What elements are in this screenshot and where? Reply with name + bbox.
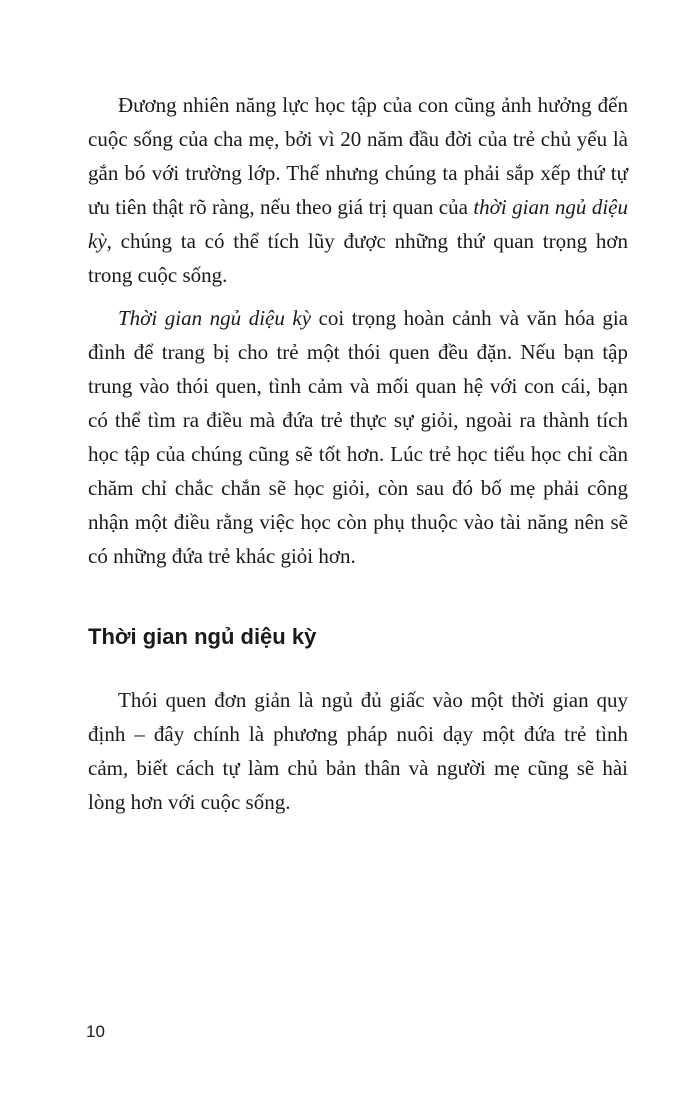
- page-number: 10: [86, 1022, 105, 1041]
- paragraph-2-text: coi trọng hoàn cảnh và văn hóa gia đình để trang bị cho trẻ một thói quen đều đặn. Nếu bạn tập trung vào thói quen, tình cảm và mối quan hệ với con cái, bạn có thể tìm ra điều mà đứa trẻ thực sự giỏi, ngoài ra thành tích học tập của chúng cũng sẽ tốt hơn. Lúc trẻ học tiểu học chỉ cần chăm chỉ chắc chắn sẽ học giỏi, còn sau đó bố mẹ phải công nhận một điều rằng việc học còn phụ thuộc vào tài năng nên sẽ có những đứa trẻ khác giỏi hơn.: [88, 306, 628, 568]
- paragraph-3: [88, 683, 628, 819]
- paragraph-2: [88, 301, 628, 573]
- section-heading: Thời gian ngủ diệu kỳ: [88, 624, 317, 649]
- paragraph-2-italic-phrase: Thời gian ngủ diệu kỳ: [118, 306, 312, 330]
- paragraph-1-text-a: Đương nhiên năng lực học tập của con cũng ảnh hưởng đến cuộc sống của cha mẹ, bởi vì 20 năm đầu đời của trẻ chủ yếu là gắn bó với trường lớp. Thế nhưng chúng ta phải sắp xếp thứ tự ưu tiên thật rõ ràng, nếu theo giá trị quan của: [88, 93, 628, 219]
- paragraph-1: [88, 88, 628, 292]
- paragraph-1-italic-phrase: thời gian ngủ diệu kỳ: [88, 195, 628, 253]
- paragraph-1-text-b: , chúng ta có thể tích lũy được những thứ quan trọng hơn trong cuộc sống.: [88, 229, 628, 287]
- paragraph-3-text: Thói quen đơn giản là ngủ đủ giấc vào một thời gian quy định – đây chính là phương pháp nuôi dạy một đứa trẻ tình cảm, biết cách tự làm chủ bản thân và người mẹ cũng sẽ hài lòng hơn với cuộc sống.: [88, 688, 628, 814]
